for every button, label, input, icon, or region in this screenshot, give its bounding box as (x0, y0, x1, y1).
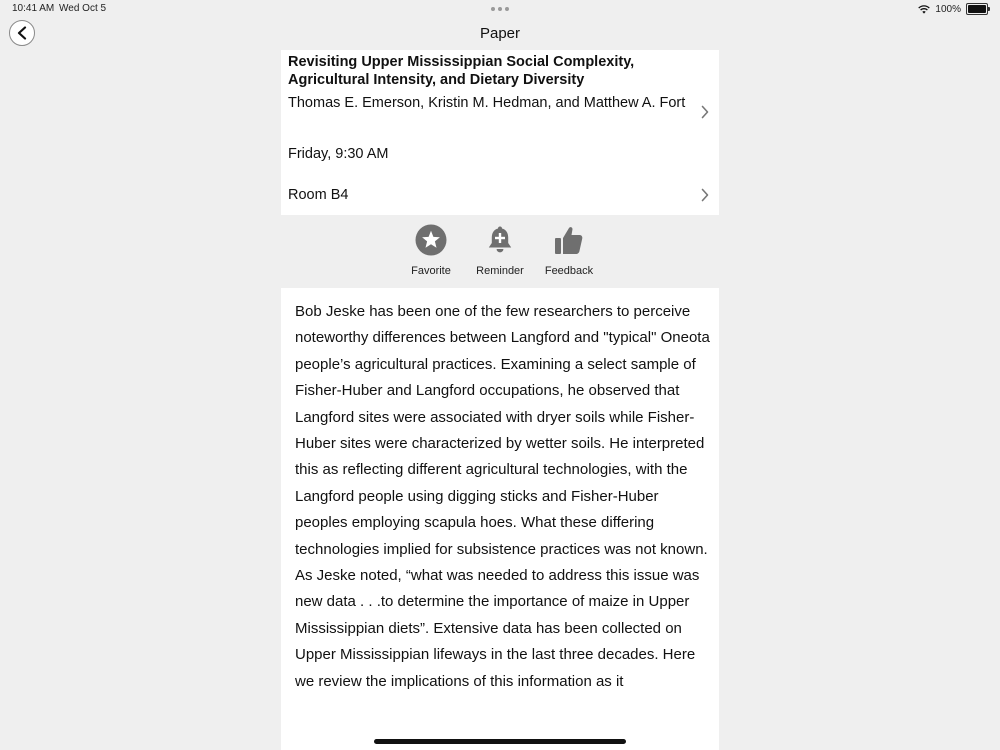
status-date: Wed Oct 5 (59, 3, 107, 14)
feedback-button[interactable] (534, 224, 604, 277)
favorite-label: Favorite (411, 265, 451, 277)
room-row[interactable] (281, 182, 719, 208)
multitasking-menu-icon[interactable] (491, 7, 509, 11)
status-time: 10:41 AM (12, 3, 55, 14)
star-icon (415, 224, 447, 256)
paper-title: Revisiting Upper Mississippian Social Complexity, Agricultural Intensity, and Dietary Diversity (288, 54, 635, 88)
battery-percent: 100% (935, 3, 961, 15)
session-time: Friday, 9:30 AM (288, 146, 389, 162)
battery-icon (966, 3, 988, 15)
abstract-text: Bob Jeske has been one of the few researchers to perceive noteworthy differences between Langford and "typical" Oneota people’s agricultural practices. Examining a select sample of Fisher-Huber and Langford occupations, he observed that Langford sites were associated with dryer soils while Fisher-Huber sites were characterized by wetter soils. He interpreted this as reflecting different agricultural technologies, with the Langford people using digging sticks and Fisher-Huber peoples employing scapula hoes. What these differing technologies implied for subsistence practices was not known. As Jeske noted, “what was needed to address this issue was new data . . .to determine the importance of maize in Upper Mississippian diets”. Extensive data has been collected on Upper Mississippian lifeways in the last three decades. Here we review the implications of this information as it (295, 303, 710, 690)
reminder-label: Reminder (476, 265, 524, 277)
feedback-label: Feedback (544, 265, 594, 277)
paper-info-card (281, 50, 719, 215)
home-indicator[interactable] (374, 739, 626, 744)
page-title: Paper (479, 25, 521, 42)
bell-plus-icon (484, 224, 516, 256)
authors-text: Thomas E. Emerson, Kristin M. Hedman, and Matthew A. Fort (288, 95, 686, 111)
room-text: Room B4 (288, 187, 349, 203)
status-bar (0, 0, 1000, 18)
status-right (918, 3, 988, 15)
favorite-button[interactable] (396, 224, 466, 277)
wifi-icon (918, 5, 930, 14)
reminder-button[interactable] (465, 224, 535, 277)
chevron-right-icon (701, 105, 709, 119)
thumbs-up-icon (553, 224, 585, 256)
authors-row[interactable] (281, 94, 719, 132)
abstract-card (281, 288, 719, 750)
chevron-right-icon (701, 188, 709, 202)
